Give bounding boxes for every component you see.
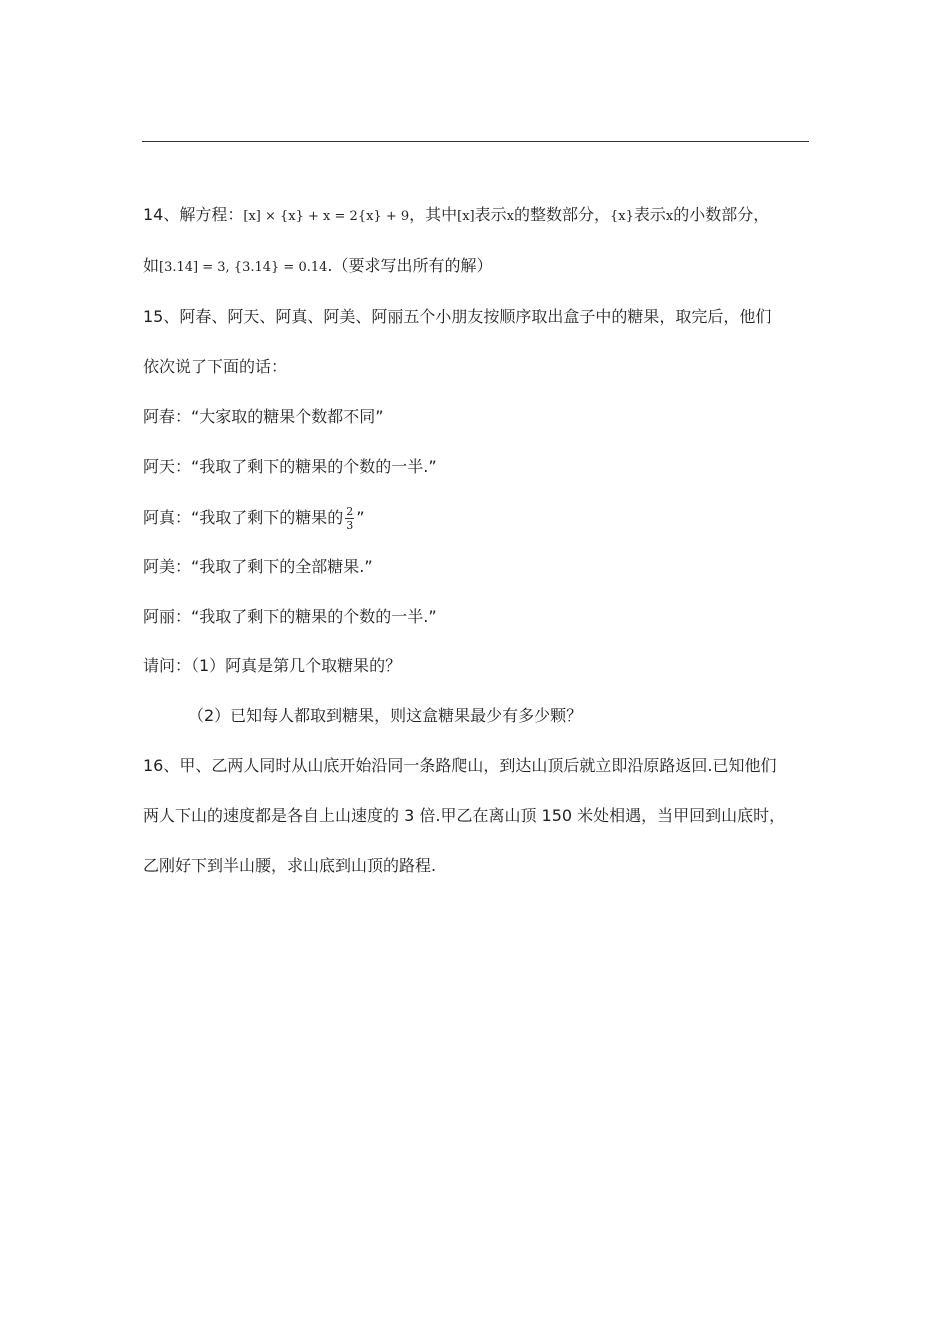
q15-statement-li: 阿丽：“我取了剩下的糖果的个数的一半.”	[143, 607, 437, 626]
q14-equation: [x] × {x} + x = 2{x} + 9	[243, 209, 410, 224]
q14-text: 表示	[633, 205, 666, 224]
q14-line-1	[143, 205, 769, 227]
q14-text: ，其中	[409, 205, 458, 224]
q14-example-prefix: 如	[143, 256, 160, 275]
q14-text: 的整数部分，	[513, 205, 610, 224]
q14-example: [3.14] = 3, {3.14} = 0.14	[159, 260, 328, 275]
q14-text: 表示	[474, 205, 507, 224]
q14-line-2	[143, 256, 492, 278]
q14-floor-symbol: [x]	[457, 209, 475, 224]
header-rule	[142, 141, 809, 142]
q15-zhen-text: 阿真：“我取了剩下的糖果的	[143, 508, 344, 527]
fraction-two-thirds	[345, 505, 354, 532]
q15-statement-mei: 阿美：“我取了剩下的全部糖果.”	[143, 557, 373, 576]
q15-question-2: （2）已知每人都取到糖果，则这盒糖果最少有多少颗？	[188, 706, 583, 725]
q14-fraction-symbol: {x}	[610, 209, 634, 224]
q14-number: 14、	[143, 205, 180, 224]
q16-line-3: 乙刚好下到半山腰，求山底到山顶的路程.	[143, 856, 437, 875]
q15-line-1: 15、阿春、阿天、阿真、阿美、阿丽五个小朋友按顺序取出盒子中的糖果，取完后，他们	[143, 307, 772, 326]
q15-question-1: 请问：（1）阿真是第几个取糖果的？	[143, 656, 402, 675]
fraction-denominator: 3	[346, 519, 354, 532]
q15-statement-chun: 阿春：“大家取的糖果个数都不同”	[143, 407, 384, 426]
q16-line-1: 16、甲、乙两人同时从山底开始沿同一条路爬山，到达山顶后就立即沿原路返回.已知他们	[143, 756, 777, 775]
q15-statement-zhen	[143, 505, 365, 532]
q15-line-2: 依次说了下面的话：	[143, 357, 288, 376]
fraction-numerator: 2	[346, 505, 354, 518]
q14-variable: x	[506, 209, 514, 224]
q14-example-suffix: .（要求写出所有的解）	[327, 256, 493, 275]
q14-text: 的小数部分，	[673, 205, 770, 224]
q14-intro: 解方程：	[179, 205, 244, 224]
q15-zhen-close-quote: ”	[356, 508, 365, 527]
q15-statement-tian: 阿天：“我取了剩下的糖果的个数的一半.”	[143, 457, 437, 476]
q14-variable: x	[665, 209, 674, 224]
q16-line-2: 两人下山的速度都是各自上山速度的 3 倍.甲乙在离山顶 150 米处相遇，当甲回到山底时，	[143, 806, 786, 825]
